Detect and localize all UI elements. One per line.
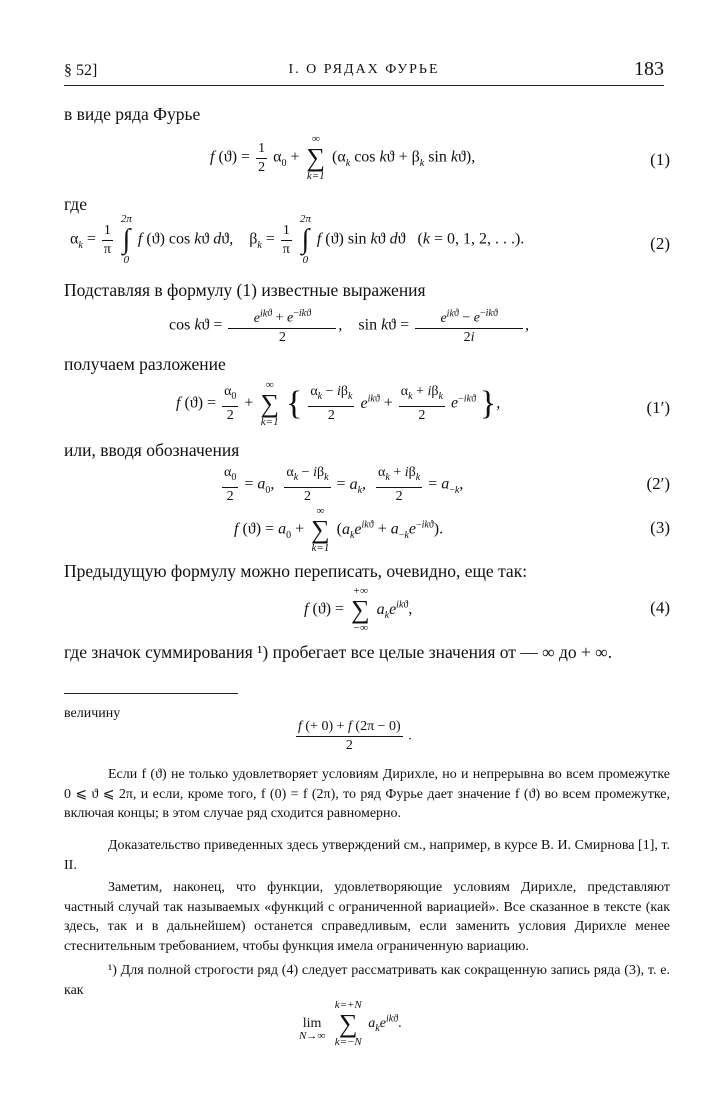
footnote-proof: Доказательство приведенных здесь утверждений см., например, в курсе В. И. Смирнова [1], т. II. [64, 838, 670, 873]
section-mark: § 52] [64, 62, 98, 79]
substituting-text: Подставляя в формулу (1) известные выражения [64, 280, 426, 300]
equation-2 [64, 214, 670, 274]
equation-number: (2) [650, 234, 670, 253]
footnote-dirichlet: Если f (ϑ) не только удовлетворяет условиям Дирихле, но и непрерывна во всем промежутке 0 ⩽ ϑ ⩽ 2π, и если, кроме того, f (0) = f (2π), то ряд Фурье дает значение f (ϑ) во всем промежутке, включая концы; в этом случае ряд сходится равномерно. [64, 767, 670, 821]
equation-2-body: $\alpha_k$ = $\frac{1}{\pi}$ 2π ∫ 0 f (ϑ) cos kϑ dϑ, $\beta_k$ = $\frac{1}{\pi}$ 2π ∫ 0 f (ϑ) sin kϑ dϑ (k = 0, 1, 2, . . .). [70, 213, 525, 266]
equation-2-prime [64, 464, 670, 506]
running-header [64, 58, 664, 82]
equation-3 [64, 506, 670, 556]
or-notation-text: или, вводя обозначения [64, 440, 240, 460]
equation-1-body: f (ϑ) = $\frac{1}{2}$ $\alpha_0$ + ∞ ∑ k=1 ($\alpha_k$ $\cos kϑ + \beta_k$ sin kϑ), [210, 133, 476, 182]
where-text: где [64, 194, 87, 214]
header-rule [64, 85, 664, 86]
rewrite-text: Предыдущую формулу можно переписать, очевидно, еще так: [64, 561, 528, 581]
equation-number: (3) [650, 518, 670, 537]
equation-4 [64, 586, 670, 636]
footnote-rule [64, 693, 238, 694]
boundary-value-formula [64, 718, 670, 762]
footnote-note: Заметим, наконец, что функции, удовлетворяющие условиям Дирихле, представляют частный случай так называемых «функций с ограниченной вариацией». Все сказанное в тексте (как здесь, так и в дальнейшем) останется справедливым, если заменить условия Дирихле менее стеснительным требованием, чтобы функция имела ограниченную вариацию. [64, 880, 670, 954]
equation-number: (4) [650, 598, 670, 617]
index-range-text: где значок суммирования ¹) пробегает все целые значения от — ∞ до + ∞. [64, 642, 613, 662]
equation-1 [64, 134, 670, 190]
euler-formulas-body: cos kϑ = $\frac{e^{ikϑ} + e^{-ikϑ}}{2}$ , sin kϑ = $\frac{e^{ikϑ} - e^{-ikϑ}}{2i}$ , [169, 305, 529, 347]
equation-3-body: f $(ϑ) = a_0$ + ∞ ∑ k=1 $(a_ke^{ikϑ} + a_{-k}e^{-ikϑ})$. [234, 505, 444, 554]
limit-formula [64, 1000, 670, 1046]
equation-1-prime [64, 380, 670, 436]
value-label: величину [64, 706, 121, 721]
chapter-title: I. О РЯДАХ ФУРЬЕ [288, 62, 440, 77]
equation-number: (2′) [646, 474, 670, 493]
boundary-value-formula-body: $\frac{f (+ 0) + f (2\pi - 0)}{2}$ . [298, 719, 412, 753]
page-number: 183 [634, 58, 664, 80]
equation-number: (1) [650, 150, 670, 169]
equation-1-prime-body: f (ϑ) = $\frac{\alpha_0}{2}$ + ∞ ∑ k=1 { $\frac{\alpha_k - i\beta_k}{2}$ $e^{ikϑ}$ + $\frac{\alpha_k + i\beta_k}{2}$ $e^{-ikϑ}$ }, [176, 379, 501, 428]
obtain-text: получаем разложение [64, 354, 226, 374]
equation-4-body: f (ϑ) = +∞ ∑ −∞ $a_ke^{ikϑ}$, [304, 585, 413, 634]
equation-number: (1′) [646, 398, 670, 417]
limit-formula-body: lim N→∞ k=+N ∑ k=−N $a_ke^{ikϑ}$. [299, 999, 402, 1048]
euler-formulas [64, 305, 670, 347]
footnote-1: ¹) Для полной строгости ряд (4) следует рассматривать как сокращенную запись ряда (3), т. е. как [64, 963, 670, 998]
intro-text: в виде ряда Фурье [64, 104, 201, 124]
equation-2-prime-body: $\frac{\alpha_0}{2}$ = $a_0$, $\frac{\alpha_k - i\beta_k}{2}$ = $a_k$, $\frac{\alpha_k + i\beta_k}{2}$ = $a_{-k}$, [224, 465, 464, 504]
